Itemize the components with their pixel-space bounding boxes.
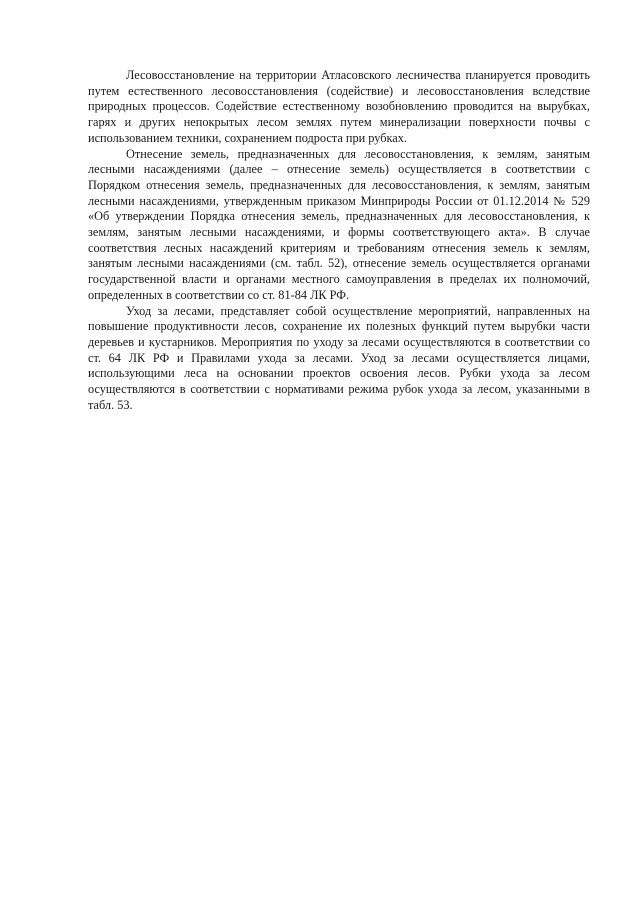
paragraph-forest-care: Уход за лесами, представляет собой осуществление мероприятий, направленных на повышение продуктивности лесов, сохранение их полезных функций путем вырубки части деревьев и кустарников. Мероприятия по уходу за лесами осуществляются в соответствии со ст. 64 ЛК РФ и Правилами ухода за лесами. Уход за лесами осуществляется лицами, использующими леса на основании проектов освоения лесов. Рубки ухода за лесом осуществляются в соответствии с нормативами режима рубок ухода за лесом, указанными в табл. 53. (88, 303, 590, 412)
paragraph-reforestation: Лесовосстановление на территории Атласовского лесничества планируется проводить путем естественного лесовосстановления (содействие) и лесовосстановления вследствие природных процессов. Содействие естественному возобновлению проводится на вырубках, гарях и других непокрытых лесом землях путем минерализации поверхности почвы с использованием техники, сохранением подроста при рубках. (88, 68, 590, 145)
document-body (88, 68, 590, 413)
paragraph-land-classification: Отнесение земель, предназначенных для лесовосстановления, к землям, занятым лесными насаждениями (далее – отнесение земель) осуществляется в соответствии с Порядком отнесения земель, предназначенных для лесовосстановления, к землям, занятым лесными насаждениями, утвержденным приказом Минприроды России от 01.12.2014 № 529 «Об утверждении Порядка отнесения земель, предназначенных для лесовосстановления, к землям, занятым лесными насаждениями, и формы соответствующего акта». В случае соответствия лесных насаждений критериям и требованиям отнесения земель к землям, занятым лесными насаждениями (см. табл. 52), отнесение земель осуществляется органами государственной власти и органами местного самоуправления в пределах их полномочий, определенных в соответствии со ст. 81-84 ЛК РФ. (88, 146, 590, 302)
